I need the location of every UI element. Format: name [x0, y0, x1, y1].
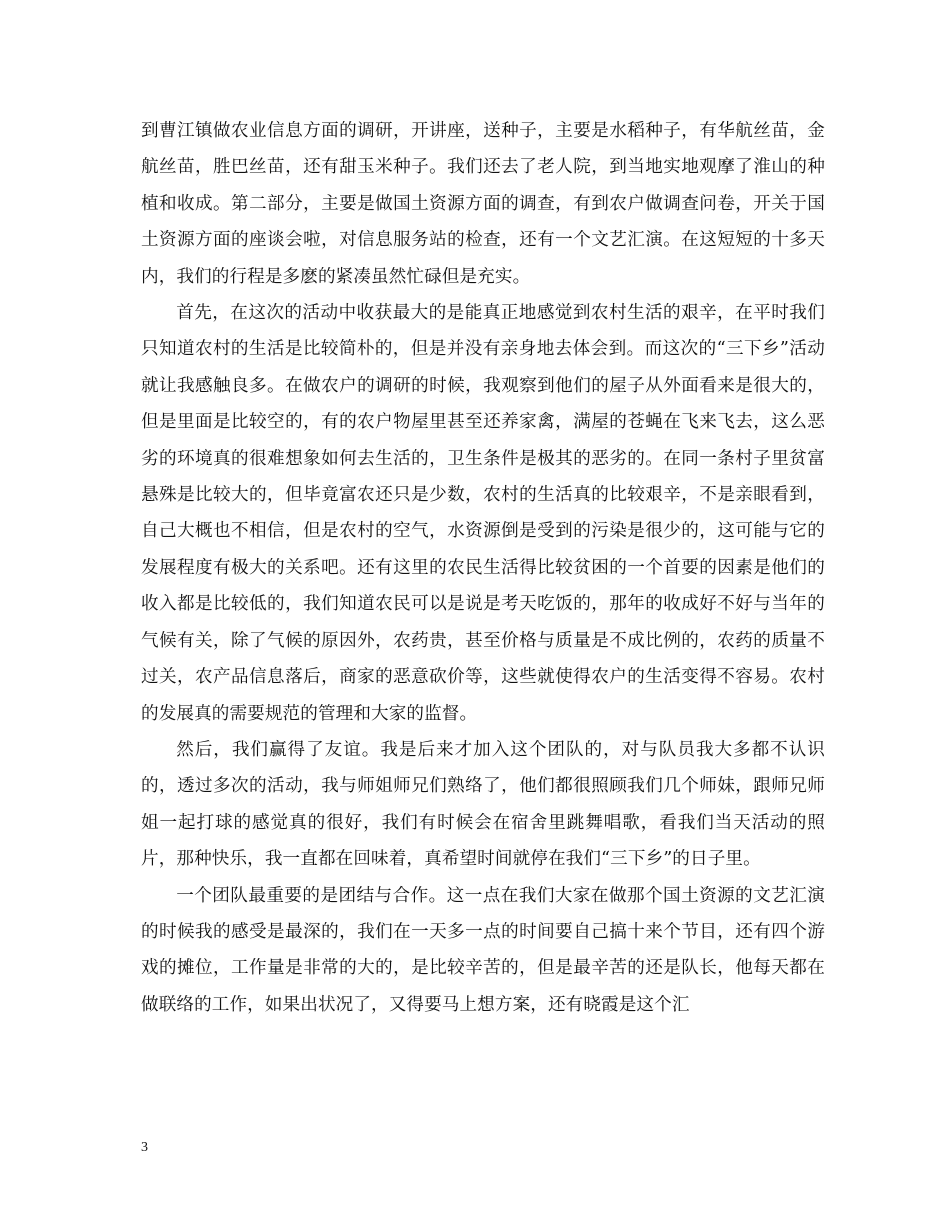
document-body [141, 113, 825, 1023]
paragraph-4: 一个团队最重要的是团结与合作。这一点在我们大家在做那个国土资源的文艺汇演的时候我的感受是最深的，我们在一天多一点的时间要自己搞十来个节目，还有四个游戏的摊位，工作量是非常的大的，是比较辛苦的，但是最辛苦的还是队长，他每天都在做联络的工作，如果出状况了，又得要马上想方案，还有晓霞是这个汇 [141, 885, 825, 1015]
paragraph-1: 到曹江镇做农业信息方面的调研，开讲座，送种子，主要是水稻种子，有华航丝苗，金航丝苗，胜巴丝苗，还有甜玉米种子。我们还去了老人院，到当地实地观摩了淮山的种植和收成。第二部分，主要是做国土资源方面的调查，有到农户做调查问卷，开关于国土资源方面的座谈会啦，对信息服务站的检查，还有一个文艺汇演。在这短短的十多天内，我们的行程是多麽的紧凑虽然忙碌但是充实。 [141, 121, 825, 287]
paragraph-3: 然后，我们赢得了友谊。我是后来才加入这个团队的，对与队员我大多都不认识的，透过多次的活动，我与师姐师兄们熟络了，他们都很照顾我们几个师妹，跟师兄师姐一起打球的感觉真的很好，我们有时候会在宿舍里跳舞唱歌，看我们当天活动的照片，那种快乐，我一直都在回味着，真希望时间就停在我们“三下乡”的日子里。 [141, 739, 825, 870]
paragraph-2: 首先，在这次的活动中收获最大的是能真正地感觉到农村生活的艰辛，在平时我们只知道农村的生活是比较简朴的，但是并没有亲身地去体会到。而这次的“三下乡”活动就让我感触良多。在做农户的调研的时候，我观察到他们的屋子从外面看来是很大的，但是里面是比较空的，有的农户物屋里甚至还养家禽，满屋的苍蝇在飞来飞去，这么恶劣的环境真的很难想象如何去生活的，卫生条件是极其的恶劣的。在同一条村子里贫富悬殊是比较大的，但毕竟富农还只是少数，农村的生活真的比较艰辛，不是亲眼看到，自己大概也不相信，但是农村的空气，水资源倒是受到的污染是很少的，这可能与它的发展程度有极大的关系吧。还有这里的农民生活得比较贫困的一个首要的因素是他们的收入都是比较低的，我们知道农民可以是说是考天吃饭的，那年的收成好不好与当年的气候有关，除了气候的原因外，农药贵，甚至价格与质量是不成比例的，农药的质量不过关，农产品信息落后，商家的恶意砍价等，这些就使得农户的生活变得不容易。农村的发展真的需要规范的管理和大家的监督。 [141, 303, 825, 724]
page-number: 3 [141, 1140, 148, 1155]
